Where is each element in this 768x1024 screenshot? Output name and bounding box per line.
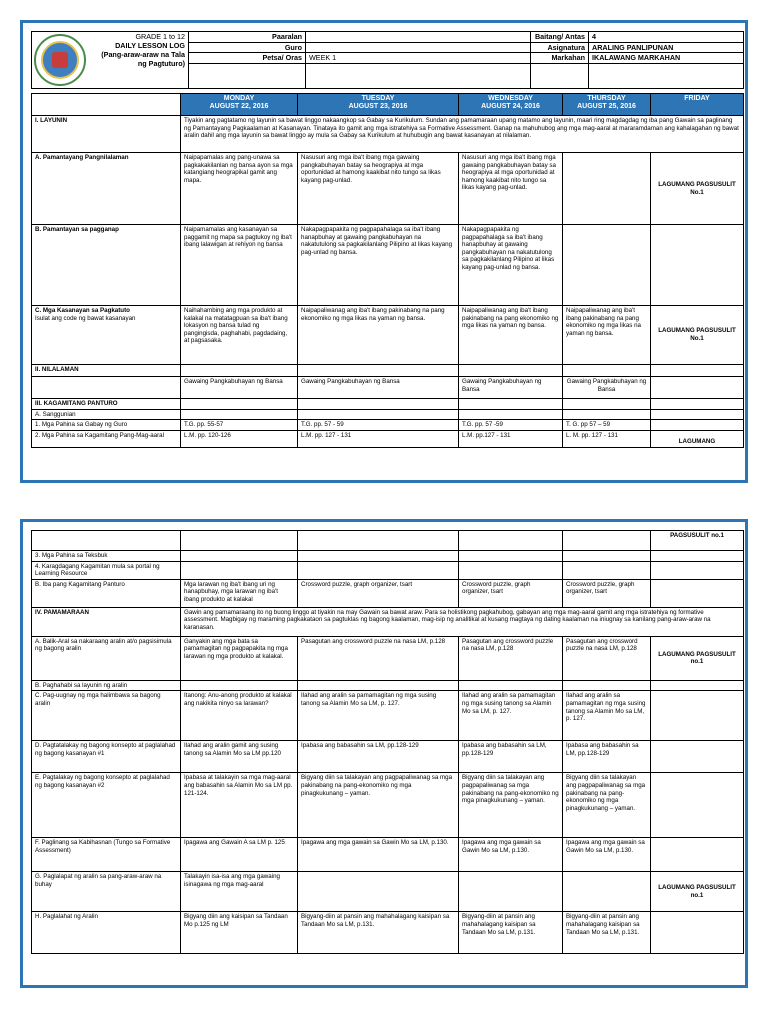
row-label: 2. Mga Pahina sa Kagamitang Pang-Mag-aaral [32,430,181,447]
cell-wednesday: Ilahad ang aralin sa pamamagitan ng mga susing tanong sa Alamin Mo sa LM, p. 127. [459,691,563,741]
table-row [32,377,744,399]
row-label: 3. Mga Pahina sa Teksbuk [32,551,181,562]
cell-thursday: T. G. pp 57 – 59 [563,420,651,431]
lesson-table-1 [31,93,744,448]
table-row [32,636,744,680]
day-header-monday: MONDAY AUGUST 22, 2016 [181,94,298,116]
cell-monday: Naipapamalas ang pang-unawa sa pagkakakilanlan ng bansa ayon sa mga katangiang heograpikal gamit ang mapa. [181,153,298,225]
cell-thursday: Bigyang diin sa talakayan ang pagpapaliwanag sa mga pakinabang na pang-ekonomiko ng mga pinagkukunang – yaman. [563,773,651,838]
cell-wednesday: Naipapaliwanag ang iba't ibang pakinabang na pang ekonomiko ng mga likas na yaman ng bansa. [459,306,563,365]
table-row [32,551,744,562]
cell-monday: T.G. pp. 55-57 [181,420,298,431]
school-value [306,32,531,43]
cell-friday: LAGUMANG PAGSUSULIT No.1 [651,306,744,365]
table-row [32,561,744,579]
cell-monday: Talakayin isa-isa ang mga gawaing isinagawa ng mga mag-aaral [181,872,298,912]
table-row [32,607,744,636]
row-label: B. Paghahabi sa layunin ng aralin [32,680,181,691]
cell-wednesday: Ipabasa ang babasahin sa LM, pp.128-129 [459,741,563,773]
cell-monday: Bigyang diin ang kaisipan sa Tandaan Mo p.125 ng LM [181,912,298,954]
row-label: F. Paglinang sa Kabihasnan (Tungo sa Formative Assessment) [32,838,181,872]
log-subtitle: (Pang-araw-araw na Tala ng Pagtuturo) [101,50,185,68]
cell-thursday: Bigyang-diin at pansin ang mahahalagang kaisipan sa Tandaan Mo sa LM, p.131. [563,912,651,954]
grade-range: GRADE 1 to 12 [135,32,185,41]
subject-value: ARALING PANLIPUNAN [589,42,744,53]
cell-tuesday: Bigyang-diin at pansin ang mahahalagang kaisipan sa Tandaan Mo sa LM, p.131. [298,912,459,954]
lesson-table-2 [31,530,744,954]
table-row [32,153,744,225]
teacher-label: Guro [189,42,306,53]
header-table [31,31,744,89]
cell-friday [651,225,744,306]
cell-friday: PAGSUSULIT no.1 [651,531,744,551]
cell-monday: Gawaing Pangkabuhayan ng Bansa [181,377,298,399]
cell-thursday: Gawaing Pangkabuhayan ng Bansa [563,377,651,399]
grade-level-value: 4 [589,32,744,43]
table-row [32,409,744,420]
date-label: Petsa/ Oras [189,53,306,64]
date-value: WEEK 1 [306,53,531,64]
cell-thursday: Naipapaliwanag ang iba't ibang pakinabang na pang ekonomiko ng mga likas na yaman ng bansa. [563,306,651,365]
cell-monday: Ganyakin ang mga bata sa pamamagitan ng pagpapakita ng mga larawan ng mga produkto at kalakal. [181,636,298,680]
cell-friday: LAGUMANG PAGSUSULIT No.1 [651,153,744,225]
table-row [32,399,744,410]
day-header-row [32,94,744,116]
table-row [32,912,744,954]
table-row [32,680,744,691]
row-label: C. Mga Kasanayan sa Pagkatuto Isulat ang code ng bawat kasanayan [32,306,181,365]
day-header-thursday: THURSDAY AUGUST 25, 2016 [563,94,651,116]
cell-wednesday: Pasagutan ang crossword puzzle na nasa LM, p.128 [459,636,563,680]
pamamaraan-text: Gawin ang pamamaraang ito ng buong linggo at tiyakin na may Gawain sa bawat araw. Para sa holistikong pagkahubog, gabayan ang mga mag-aaral gamit ang mga istratehiya ng formative assessment. Magbigay ng maraming pagkakataon sa pagtuklas ng bagong kaalaman, mag-isip ng analitikal at kusang magtaya ng dating kaalaman na iniugnay sa kanilang pang-araw-araw na karanasan. [181,607,744,636]
school-label: Paaralan [189,32,306,43]
cell-friday: LAGUMANG PAGSUSULIT no.1 [651,636,744,680]
row-label: E. Pagtalakay ng bagong konsepto at paglalahad ng bagong kasanayan #2 [32,773,181,838]
table-row [32,306,744,365]
row-label: 4. Karagdagang Kagamitan mula sa portal ng Learning Resource [32,561,181,579]
table-row [32,116,744,153]
quarter-label: Markahan [531,53,589,64]
cell-monday: Ilahad ang aralin gamit ang susing tanong sa Alamin Mo sa LM pp.120 [181,741,298,773]
log-title: DAILY LESSON LOG [115,41,185,50]
table-row [32,531,744,551]
cell-monday: Ipabasa at talakayin sa mga mag-aaral ang babasahin sa Alamin Mo sa LM pp. 121-124. [181,773,298,838]
cell-wednesday: Ipagawa ang mga gawain sa Gawin Mo sa LM, p.130. [459,838,563,872]
quarter-value: IKALAWANG MARKAHAN [589,53,744,64]
cell-tuesday: Crossword puzzle, graph organizer, tsart [298,579,459,607]
lesson-log-page-1 [20,20,748,483]
layunin-text: Tiyakin ang pagtatamo ng layunin sa bawat linggo nakaangkop sa Gabay sa Kurikulum. Sundan ang pamamaraan upang matamo ang layunin, maari ring magdagdag ng iba pang Gawain sa paglinang ng Pamantayang Pagkaalaman at Kasanayan. Tinataya ito gamit ang mga istratehiya sa Formative Assessment. Ganap na mahuhubog ang mga mag-aaral at mararamdaman ang kahalagahan ng bawat aralin dahil ang mga layunin sa bawat linggo ay mula sa Gabay sa Kurikulum at huhubugin ang bawat kasanayan at nilalaman. [181,116,744,153]
cell-thursday [563,225,651,306]
table-row [32,420,744,431]
cell-thursday: Crossword puzzle, graph organizer, tsart [563,579,651,607]
row-label: A. Pamantayang Pangnilalaman [32,153,181,225]
cell-tuesday: Ipabasa ang babasahin sa LM, pp.128-129 [298,741,459,773]
cell-friday: LAGUMANG [651,430,744,447]
row-label: IV. PAMAMARAAN [32,607,181,636]
row-label: A. Balik-Aral sa nakaraang aralin at/o pagsisimula ng bagong aralin [32,636,181,680]
row-label: B. Pamantayan sa pagganap [32,225,181,306]
table-row [32,872,744,912]
row-label: H. Paglalahat ng Aralin [32,912,181,954]
table-row [32,365,744,377]
cell-monday: Naihahambing ang mga produkto at kalakal na matatagpuan sa iba't ibang lokasyon ng bansa tulad ng pangingisda, paghahabi, pagdadaing, at pagsasaka. [181,306,298,365]
table-row [32,741,744,773]
day-header-friday: FRIDAY [651,94,744,116]
cell-tuesday: Gawaing Pangkabuhayan ng Bansa [298,377,459,399]
cell-wednesday: Nasusuri ang mga iba't ibang mga gawaing pangkabuhayan batay sa heograpiya at mga oportunidad at hamong kaakibat nito tungo sa likas kayang pag-unlad. [459,153,563,225]
cell-tuesday: Ipagawa ang mga gawain sa Gawin Mo sa LM, p.130. [298,838,459,872]
row-label: III. KAGAMITANG PANTURO [32,399,181,410]
cell-wednesday: Bigyang diin sa talakayan ang pagpapaliwanag sa mga pakinabang na pang-ekonomiko ng mga pinagkukunang – yaman. [459,773,563,838]
cell-friday: LAGUMANG PAGSUSULIT no.1 [651,872,744,912]
cell-tuesday: Nakapagpapakita ng pagpapahalaga sa iba't ibang hanapbuhay at gawaing pangkabuhayan na nakatutulong sa pagkakilanlang Pilipino at likas kayang pag-unlad ng bansa. [298,225,459,306]
row-label: 1. Mga Pahina sa Gabay ng Guro [32,420,181,431]
table-row [32,691,744,741]
row-label: G. Paglalapat ng aralin sa pang-araw-araw na buhay [32,872,181,912]
table-row [32,579,744,607]
cell-tuesday: Naipapaliwanag ang iba't ibang pakinabang na pang ekonomiko ng mga likas na yaman ng bansa. [298,306,459,365]
cell-wednesday: L.M. pp.127 - 131 [459,430,563,447]
teacher-value [306,42,531,53]
cell-monday: Naipamamalas ang kasanayan sa paggamit ng mapa sa pagtukoy ng iba't ibang lalawigan at rehiyon ng bansa [181,225,298,306]
grade-level-label: Baitang/ Antas [531,32,589,43]
row-label: I. LAYUNIN [32,116,181,153]
cell-thursday: Ilahad ang aralin sa pamamagitan ng mga susing tanong sa Alamin Mo sa LM, p. 127. [563,691,651,741]
deped-seal-icon [34,34,86,86]
cell-wednesday: Nakapagpapakita ng pagpapahalaga sa iba't ibang hanapbuhay at gawaing pangkabuhayan na nakatutulong sa pagkakilanlang Pilipino at likas kayang pag-unlad ng bansa. [459,225,563,306]
cell-wednesday: Crossword puzzle, graph organizer, tsart [459,579,563,607]
cell-thursday: Ipagawa ang mga gawain sa Gawin Mo sa LM, p.130. [563,838,651,872]
cell-thursday [563,153,651,225]
lesson-log-page-2 [20,519,748,988]
cell-tuesday: Pasagutan ang crossword puzzle na nasa LM, p.128 [298,636,459,680]
cell-thursday: Pasagutan ang crossword puzzle na nasa LM, p.128 [563,636,651,680]
table-row [32,225,744,306]
logo-cell [32,32,89,89]
cell-wednesday: Gawaing Pangkabuhayan ng Bansa [459,377,563,399]
day-header-wednesday: WEDNESDAY AUGUST 24, 2016 [459,94,563,116]
row-label: B. Iba pang Kagamitang Panturo [32,579,181,607]
cell-wednesday: Bigyang-diin at pansin ang mahahalagang kaisipan sa Tandaan Mo sa LM, p.131. [459,912,563,954]
day-header-tuesday: TUESDAY AUGUST 23, 2016 [298,94,459,116]
cell-thursday: L. M. pp. 127 - 131 [563,430,651,447]
row-label: C. Pag-uugnay ng mga halimbawa sa bagong aralin [32,691,181,741]
cell-tuesday: Bigyang diin sa talakayan ang pagpapaliwanag sa mga pakinabang na pang-ekonomiko ng mga pinagkukunang – yaman. [298,773,459,838]
cell-tuesday: L.M. pp. 127 - 131 [298,430,459,447]
row-label: A. Sanggunian [32,409,181,420]
cell-monday: Itanong: Anu-anong produkto at kalakal ang nakikita ninyo sa larawan? [181,691,298,741]
table-row [32,773,744,838]
cell-wednesday: T.G. pp. 57 -59 [459,420,563,431]
table-row [32,838,744,872]
row-label: II. NILALAMAN [32,365,181,377]
cell-tuesday: Nasusuri ang mga iba't ibang mga gawaing pangkabuhayan batay sa heograpiya at mga oportunidad at hamong kaakibat nito tungo sa likas kayang pag-unlad. [298,153,459,225]
row-label: D. Pagtatalakay ng bagong konsepto at paglalahad ng bagong kasanayan #1 [32,741,181,773]
cell-monday: Ipagawa ang Gawain A sa LM p. 125 [181,838,298,872]
cell-monday: L.M. pp. 120-126 [181,430,298,447]
cell-thursday: Ipabasa ang babasahin sa LM, pp.128-129 [563,741,651,773]
cell-tuesday: Ilahad ang aralin sa pamamagitan ng mga susing tanong sa Alamin Mo sa LM, p. 127. [298,691,459,741]
cell-tuesday: T.G. pp. 57 - 59 [298,420,459,431]
subject-label: Asignatura [531,42,589,53]
table-row [32,430,744,447]
cell-monday: Mga larawan ng iba't ibang uri ng hanapbuhay, mga larawan ng iba't ibang produkto at kalakal [181,579,298,607]
